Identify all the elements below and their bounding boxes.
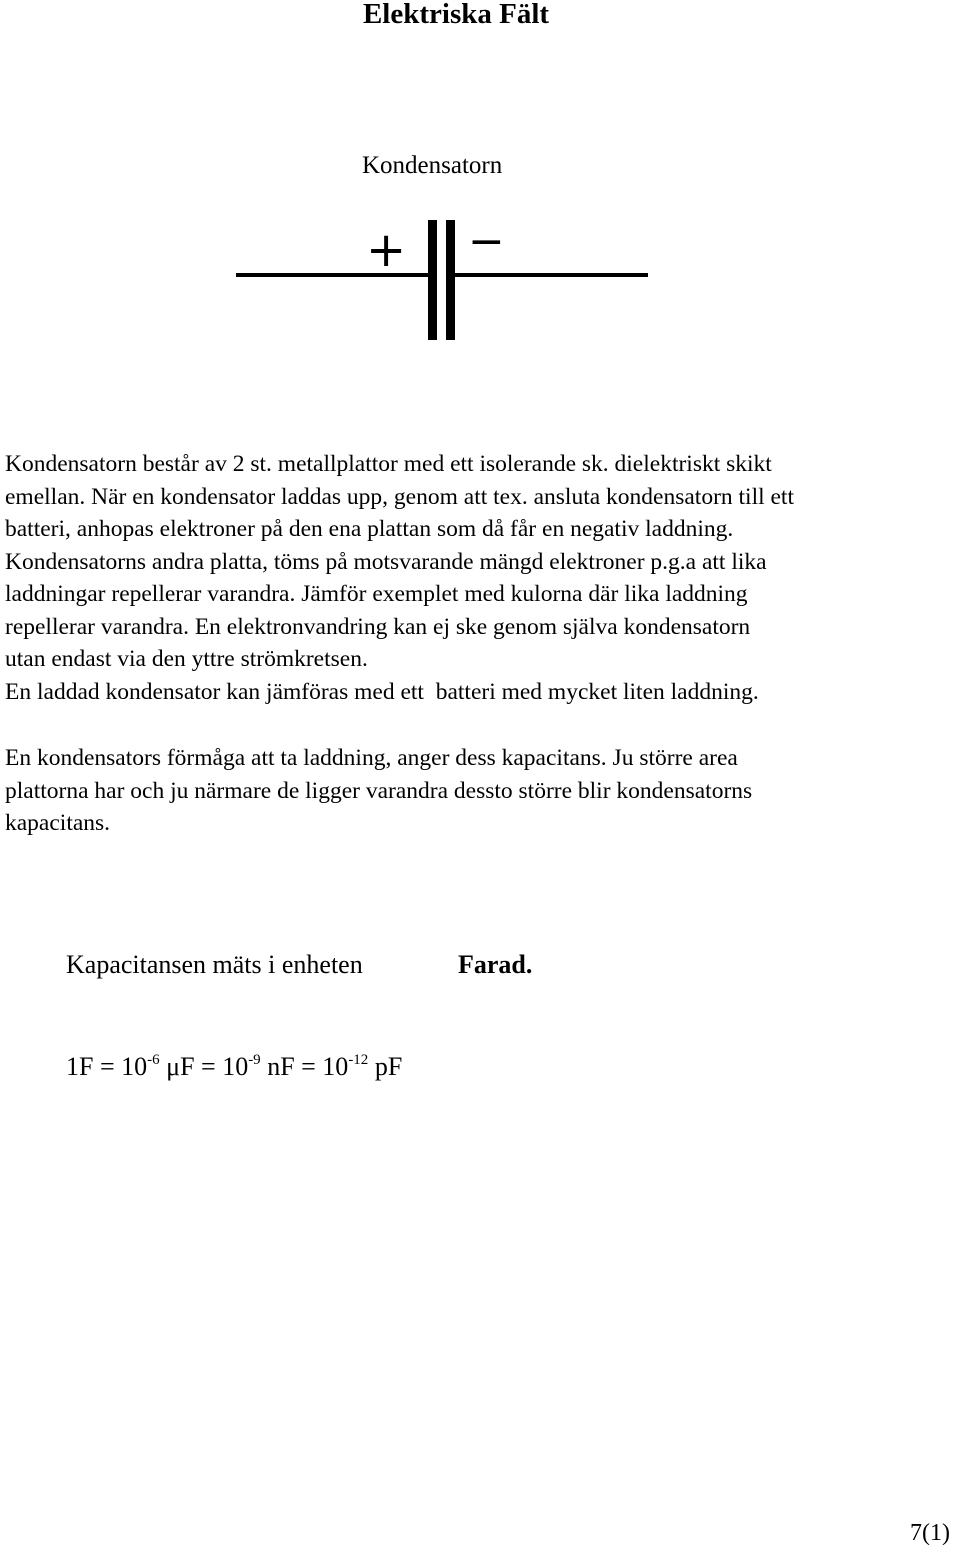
- section-title: Kondensatorn: [362, 152, 503, 179]
- text-line: En laddad kondensator kan jämföras med ett batteri med mycket liten laddning.: [5, 678, 759, 705]
- formula-part: pF: [368, 1052, 403, 1081]
- formula-part: nF = 10: [260, 1052, 349, 1081]
- text-line: emellan. När en kondensator laddas upp, genom att tex. ansluta kondensatorn till ett: [5, 483, 794, 510]
- capacitance-paragraph: [5, 742, 955, 840]
- text-line: plattorna har och ju närmare de ligger varandra dessto större blir kondensatorns: [5, 777, 753, 804]
- formula-part: 1F = 10: [66, 1052, 148, 1081]
- unit-statement: Kapacitansen mäts i enheten: [66, 950, 363, 979]
- text-line: En kondensators förmåga att ta laddning, anger dess kapacitans. Ju större area: [5, 745, 738, 771]
- text-line: batteri, anhopas elektroner på den ena plattan som då får en negativ laddning.: [5, 516, 734, 542]
- formula-exponent: -9: [248, 1052, 261, 1068]
- text-line: repellerar varandra. En elektronvandring kan ej ske genom själva kondensatorn: [5, 613, 751, 640]
- capacitor-description-paragraph: [5, 448, 955, 708]
- formula-part: μF = 10: [159, 1052, 249, 1081]
- capacitor-left-plate: [428, 220, 437, 340]
- minus-symbol: −: [468, 216, 505, 267]
- page-number: 7(1): [910, 1520, 950, 1546]
- text-line: laddningar repellerar varandra. Jämför exemplet med kulorna där lika laddning: [5, 581, 748, 607]
- text-line: utan endast via den yttre strömkretsen.: [5, 646, 368, 672]
- unit-name: Farad.: [458, 950, 533, 979]
- formula-exponent: -6: [147, 1052, 160, 1068]
- unit-conversion-formula: [66, 1050, 402, 1084]
- formula-exponent: -12: [348, 1052, 369, 1068]
- plus-symbol: +: [366, 222, 407, 278]
- text-line: Kondensatorn består av 2 st. metallplattor med ett isolerande sk. dielektriskt skikt: [5, 451, 772, 477]
- page-title: Elektriska Fält: [362, 0, 550, 30]
- capacitor-symbol-diagram: [230, 210, 660, 350]
- text-line: Kondensatorns andra platta, töms på motsvarande mängd elektroner p.g.a att lika: [5, 548, 767, 575]
- text-line: kapacitans.: [5, 810, 111, 836]
- capacitor-right-plate: [446, 220, 455, 340]
